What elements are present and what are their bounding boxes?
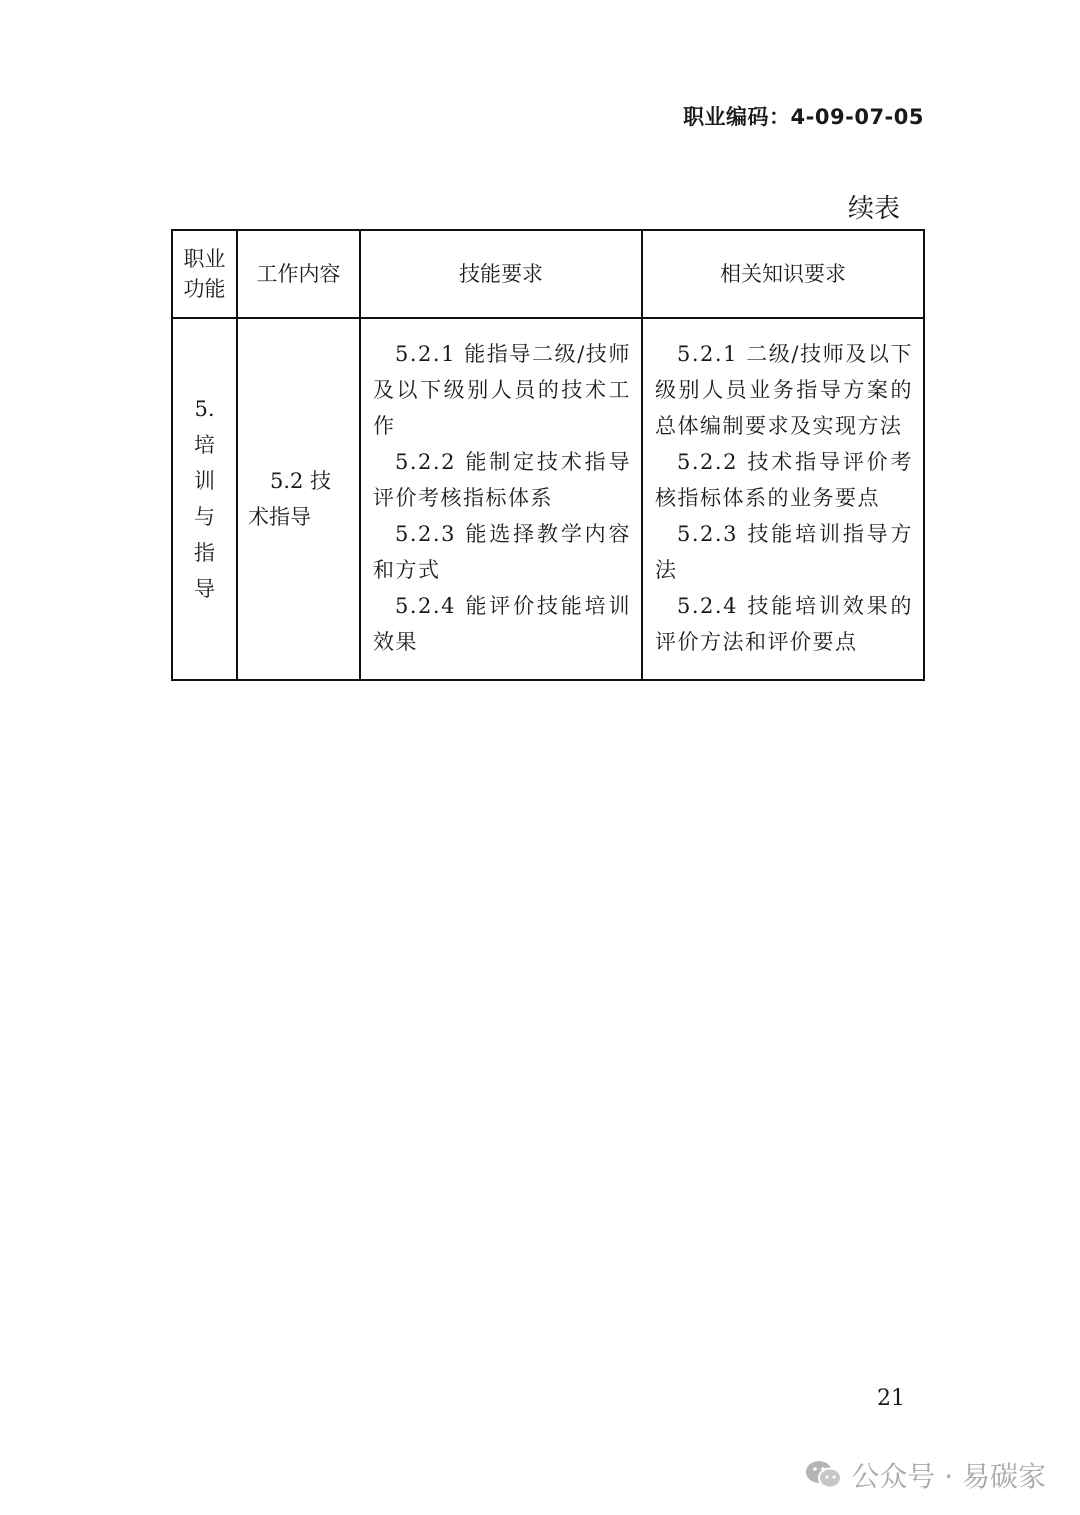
occupation-code: 职业编码：4-09-07-05 <box>683 105 924 129</box>
skill-item: 5.2.1 能指导二级/技师及以下级别人员的技术工作 <box>373 342 631 438</box>
header-work: 工作内容 <box>237 230 360 318</box>
header-function <box>172 230 237 318</box>
skills-table <box>171 229 925 681</box>
work-content-cell: 5.2 技术指导 <box>237 318 360 680</box>
watermark-text: 公众号 · 易碳家 <box>851 1460 1046 1493</box>
function-cell <box>172 318 237 680</box>
header-function-label: 职业 功能 <box>183 247 226 301</box>
page-number: 21 <box>877 1386 905 1411</box>
function-char: 5. <box>194 397 215 421</box>
knowledge-cell <box>642 318 924 680</box>
function-char: 指 <box>194 541 215 565</box>
header-knowledge: 相关知识要求 <box>642 230 924 318</box>
knowledge-item: 5.2.2 技术指导评价考核指标体系的业务要点 <box>655 450 913 510</box>
knowledge-item: 5.2.4 技能培训效果的评价方法和评价要点 <box>655 594 913 654</box>
continued-label: 续表 <box>847 194 900 224</box>
skill-item: 5.2.2 能制定技术指导评价考核指标体系 <box>373 450 631 510</box>
skills-cell <box>360 318 642 680</box>
skill-item: 5.2.4 能评价技能培训效果 <box>373 594 631 654</box>
wechat-icon <box>805 1459 843 1491</box>
header-skills: 技能要求 <box>360 230 642 318</box>
function-char: 与 <box>194 505 215 529</box>
watermark <box>805 1455 1046 1495</box>
knowledge-item: 5.2.1 二级/技师及以下级别人员业务指导方案的总体编制要求及实现方法 <box>655 342 913 438</box>
knowledge-item: 5.2.3 技能培训指导方法 <box>655 522 913 582</box>
function-char: 导 <box>194 577 215 601</box>
skill-item: 5.2.3 能选择教学内容和方式 <box>373 522 631 582</box>
function-char: 训 <box>194 469 215 493</box>
table-row <box>172 318 924 680</box>
function-char: 培 <box>194 433 215 457</box>
table-header-row <box>172 230 924 318</box>
